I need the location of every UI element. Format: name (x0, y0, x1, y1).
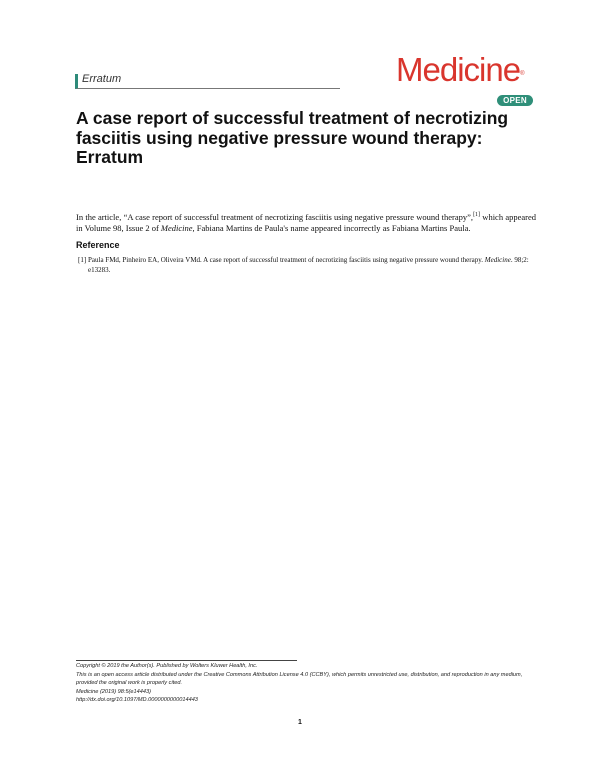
reference-text-after: . 98;2: e13283. (88, 256, 529, 274)
journal-logo (396, 50, 524, 90)
citation-link[interactable]: [1] (473, 212, 481, 218)
section-label: Erratum (82, 73, 122, 85)
reference-text-before: Paula FMd, Pinheiro EA, Oliveira VMd. A case report of successful treatment of necrotizing fasciitis using negative pressure wound therapy. (88, 256, 485, 264)
reference-text (88, 255, 536, 275)
journal-logo-text: Medicine (396, 51, 521, 88)
registered-mark: ® (520, 71, 524, 77)
section-tag (75, 74, 340, 89)
erratum-body (76, 210, 536, 235)
footer-doi[interactable]: http://dx.doi.org/10.1097/MD.0000000000014443 (76, 697, 198, 704)
footer-copyright: Copyright © 2019 the Author(s). Published by Wolters Kluwer Health, Inc. (76, 663, 258, 669)
footer-divider (76, 660, 297, 661)
reference-number: [1] (78, 256, 87, 264)
open-access-badge: OPEN (497, 95, 533, 106)
body-text-part3: , Fabiana Martins de Paula's name appeared incorrectly as Fabiana Martins Paula. (192, 223, 471, 234)
footer (76, 662, 536, 705)
article-title: A case report of successful treatment of necrotizing fasciitis using negative pressure wound therapy: Erratum (76, 108, 509, 167)
body-text-part2: which appeared in Volume 98, Issue 2 of (76, 211, 536, 234)
body-text-part1: In the article, “A case report of successful treatment of necrotizing fasciitis using negative pressure wound therapy”, (76, 211, 474, 222)
footer-license: This is an open access article distributed under the Creative Commons Attribution License 4.0 (CCBY), which permits unrestricted use, distribution, and reproduction in any medium, provided the original work is properly cited. (76, 671, 523, 687)
journal-name-italic: Medicine (160, 223, 193, 234)
footer-citation: Medicine (2019) 98:5(e14443) (76, 688, 151, 695)
reference-journal: Medicine (484, 256, 511, 264)
references-heading: Reference (76, 240, 120, 250)
page-number: 1 (298, 719, 302, 726)
